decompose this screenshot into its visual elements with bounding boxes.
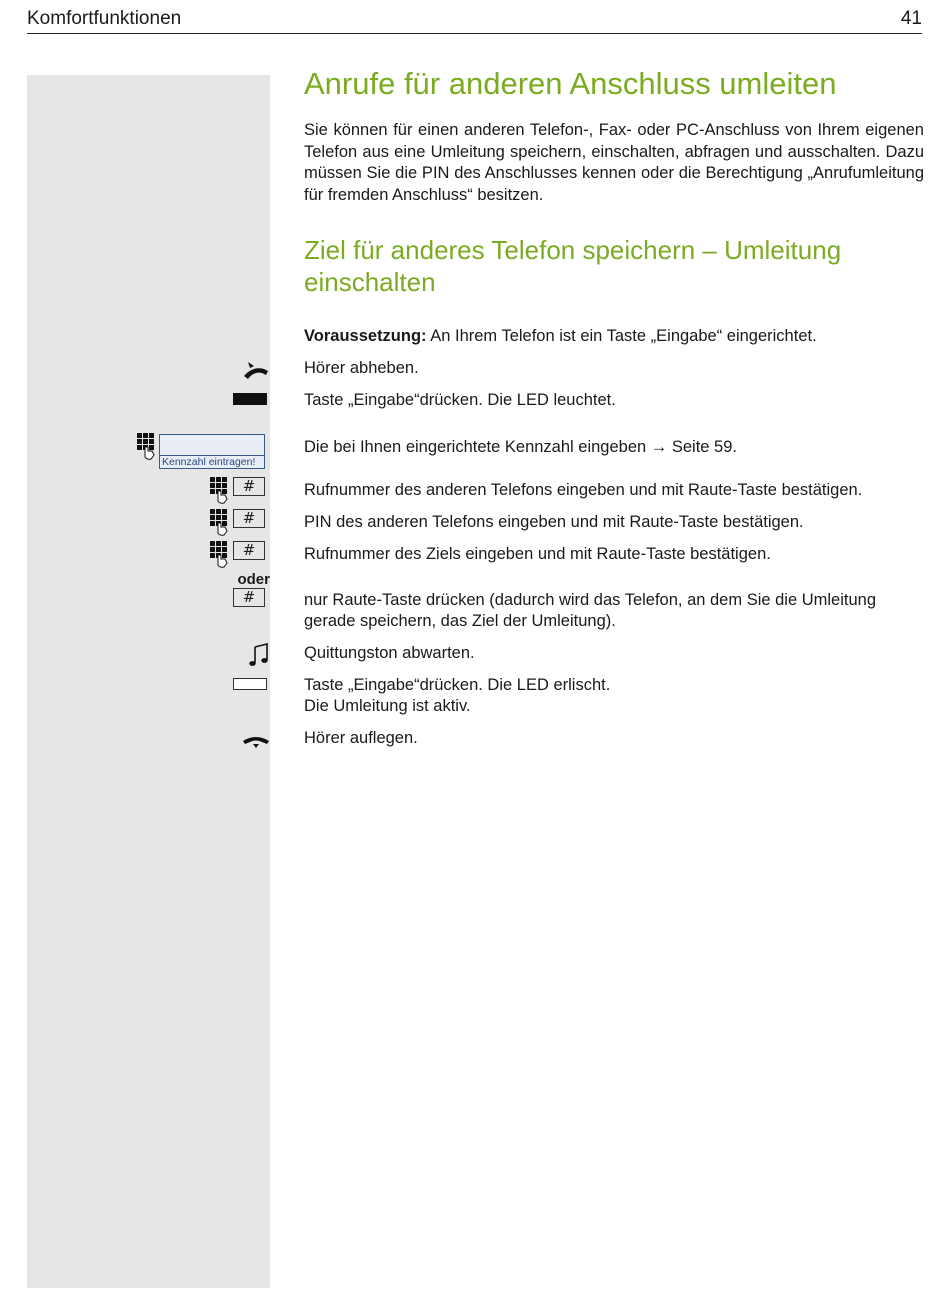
step-target-text: Rufnummer des Ziels eingeben und mit Raute-Taste bestätigen.: [304, 545, 771, 563]
or-label: oder: [237, 571, 270, 588]
prerequisite-body: An Ihrem Telefon ist ein Taste „Eingabe“ eingerichtet.: [426, 327, 817, 345]
prerequisite-label: Voraussetzung:: [304, 327, 427, 345]
keypad-icon: [137, 433, 157, 461]
step-key-off-line1: Taste „Eingabe“drücken. Die LED erlischt.: [304, 676, 611, 694]
keypad-icon: [210, 509, 230, 537]
key-led-off-icon: [233, 678, 267, 690]
music-note-icon: [248, 643, 270, 667]
page-number: 41: [900, 8, 922, 29]
step-pin-text: PIN des anderen Telefons eingeben und mit Raute-Taste bestätigen.: [304, 513, 804, 531]
keypad-icon: [210, 541, 230, 569]
intro-paragraph: Sie können für einen anderen Telefon-, Fax- oder PC-Anschluss von Ihrem eigenen Telefon aus eine Umleitung speichern, einschalten, abfragen und ausschalten. Dazu müssen Sie die PIN des Anschlusses kennen oder die Berechtigung „Anrufumleitung für fremden Anschluss“ besitzen.: [304, 121, 924, 204]
hash-key-icon: #: [233, 588, 265, 607]
display-text: Kennzahl eintragen!: [162, 456, 256, 468]
step-hash-only-text: nur Raute-Taste drücken (dadurch wird das Telefon, an dem Sie die Umleitung gerade speichern, das Ziel der Umleitung).: [304, 591, 877, 630]
key-led-on-icon: [233, 393, 267, 405]
keypad-icon: [210, 477, 230, 505]
section-subtitle: Ziel für anderes Telefon speichern – Umleitung einschalten: [304, 235, 842, 297]
step-key-off-line2: Die Umleitung ist aktiv.: [304, 697, 471, 715]
hash-key-icon: #: [233, 477, 265, 496]
step-tone-text: Quittungston abwarten.: [304, 644, 475, 662]
step-hang-up-text: Hörer auflegen.: [304, 729, 418, 747]
step-phone-number-text: Rufnummer des anderen Telefons eingeben und mit Raute-Taste bestätigen.: [304, 481, 863, 499]
handset-lift-icon: [242, 360, 270, 380]
step-lift-text: Hörer abheben.: [304, 359, 419, 377]
hash-key-icon: #: [233, 509, 265, 528]
step-key-on-text: Taste „Eingabe“drücken. Die LED leuchtet.: [304, 391, 616, 409]
page-title: Anrufe für anderen Anschluss umleiten: [304, 66, 837, 101]
prerequisite-text: [304, 326, 924, 347]
hash-key-icon: #: [233, 541, 265, 560]
handset-hangup-icon: [241, 733, 271, 749]
step-enter-code-text: Die bei Ihnen eingerichtete Kennzahl eingeben → Seite 59.: [304, 438, 737, 456]
section-title: Komfortfunktionen: [27, 8, 182, 29]
display-screen: [159, 434, 265, 469]
step-key-off-text: [304, 675, 924, 717]
page-header: [27, 6, 922, 34]
